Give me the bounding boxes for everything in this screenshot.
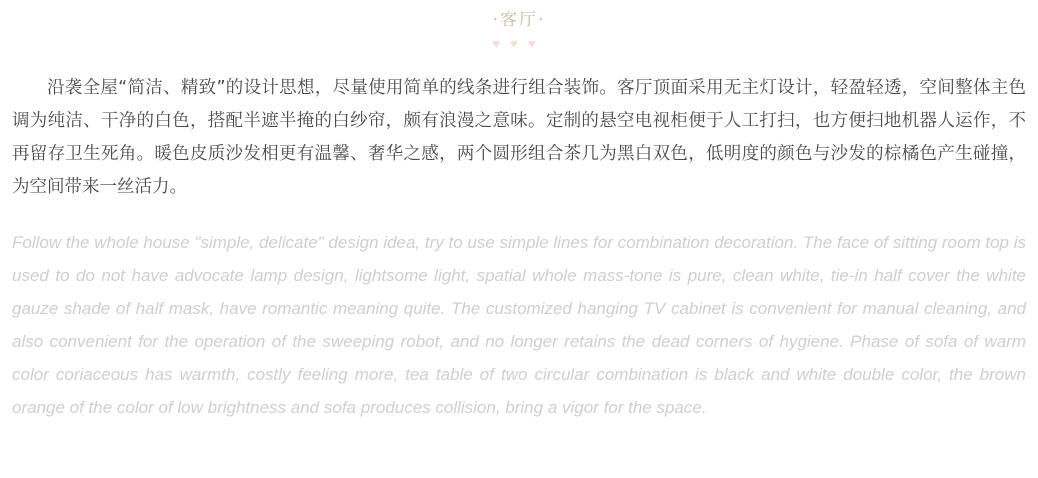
section-header: [0, 0, 1038, 52]
chinese-body-paragraph: 沿袭全屋“简洁、精致”的设计思想，尽量使用简单的线条进行组合装饰。客厅顶面采用无主灯设计，轻盈轻透，空间整体主色调为纯洁、干净的白色，搭配半遮半掩的白纱帘，颇有浪漫之意味。定制的悬空电视柜便于人工打扫，也方便扫地机器人运作，不再留存卫生死角。暖色皮质沙发相更有温馨、奢华之感，两个圆形组合茶几为黑白双色，低明度的颜色与沙发的棕橘色产生碰撞，为空间带来一丝活力。: [12, 78, 1026, 197]
english-body-paragraph: Follow the whole house "simple, delicate" design idea, try to use simple lines for combination decoration. The face of sitting room top is used to do not have advocate lamp design, lightsome light, spatial whole mass-tone is pure, clean white, tie-in half cover the white gauze shade of half mask, have romantic meaning quite. The customized hanging TV cabinet is convenient for manual cleaning, and also convenient for the operation of the sweeping robot, and no longer retains the dead corners of hygiene. Phase of sofa of warm color coriaceous has warmth, costly feeling more, tea table of two circular combination is black and white double color, the brown orange of the color of low brightness and sofa produces collision, bring a vigor for the space.: [12, 233, 1026, 417]
heart-icon: ♥: [510, 36, 528, 51]
heart-icon: ♥: [492, 36, 511, 51]
page-title: ·客厅·: [492, 10, 546, 30]
heart-icon: ♥: [527, 36, 546, 51]
heart-ornament-row: [0, 36, 1038, 52]
